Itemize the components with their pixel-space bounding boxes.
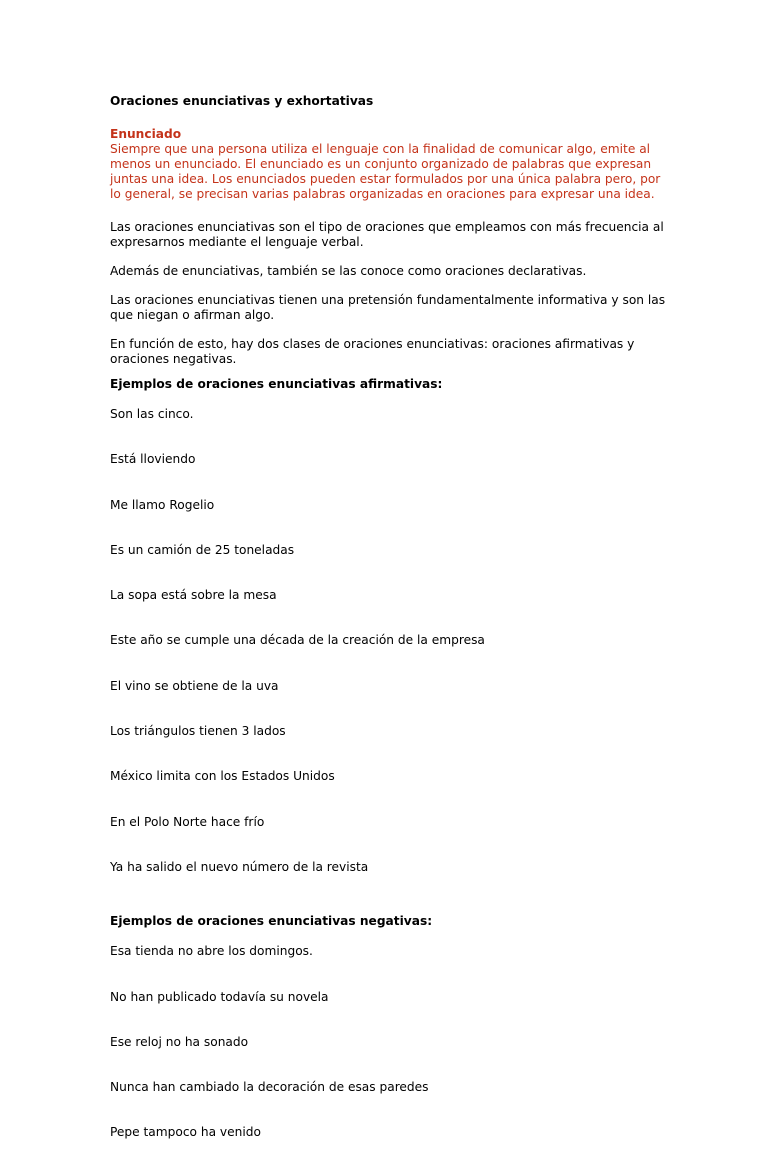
- list-item: Es un camión de 25 toneladas: [110, 542, 295, 557]
- list-item: Pepe tampoco ha venido: [110, 1125, 261, 1140]
- list-item: En el Polo Norte hace frío: [110, 814, 265, 829]
- negative-examples-list: [110, 929, 670, 1155]
- list-item: Esa tienda no abre los domingos.: [110, 944, 313, 959]
- paragraph-frequency: Las oraciones enunciativas son el tipo de oraciones que empleamos con más frecuencia al expresarnos mediante el lenguaje verbal.: [110, 220, 664, 249]
- affirmative-examples-list: [110, 392, 670, 890]
- paragraph-informative: Las oraciones enunciativas tienen una pretensión fundamentalmente informativa y son las que niegan o afirman algo.: [110, 293, 666, 322]
- list-item: Los triángulos tienen 3 lados: [110, 724, 286, 739]
- enunciado-block: [110, 127, 670, 202]
- list-item: Está lloviendo: [110, 452, 196, 467]
- list-item: Ya ha salido el nuevo número de la revista: [110, 859, 369, 874]
- document-title: Oraciones enunciativas y exhortativas: [110, 94, 374, 108]
- enunciado-label: Enunciado: [110, 127, 182, 141]
- list-item: La sopa está sobre la mesa: [110, 588, 277, 603]
- list-item: Este año se cumple una década de la creación de la empresa: [110, 633, 485, 648]
- list-item: No han publicado todavía su novela: [110, 989, 329, 1004]
- paragraph-classes: En función de esto, hay dos clases de oraciones enunciativas: oraciones afirmativas y oraciones negativas.: [110, 337, 635, 366]
- list-item: Ese reloj no ha sonado: [110, 1034, 249, 1049]
- affirmative-heading: Ejemplos de oraciones enunciativas afirmativas:: [110, 377, 443, 391]
- enunciado-text: Siempre que una persona utiliza el lenguaje con la finalidad de comunicar algo, emite al menos un enunciado. El enunciado es un conjunto organizado de palabras que expresan juntas una idea. Los enunciados pueden estar formulados por una única palabra pero, por lo general, se precisan varias palabras organizadas en oraciones para expresar una idea.: [110, 142, 661, 201]
- list-item: Me llamo Rogelio: [110, 497, 215, 512]
- list-item: Nunca han cambiado la decoración de esas paredes: [110, 1080, 429, 1095]
- list-item: Son las cinco.: [110, 407, 194, 421]
- negative-heading: Ejemplos de oraciones enunciativas negativas:: [110, 914, 433, 929]
- paragraph-declarative: Además de enunciativas, también se las conoce como oraciones declarativas.: [110, 264, 587, 278]
- list-item: México limita con los Estados Unidos: [110, 769, 335, 784]
- document-content: [110, 94, 670, 1156]
- list-item: El vino se obtiene de la uva: [110, 678, 279, 693]
